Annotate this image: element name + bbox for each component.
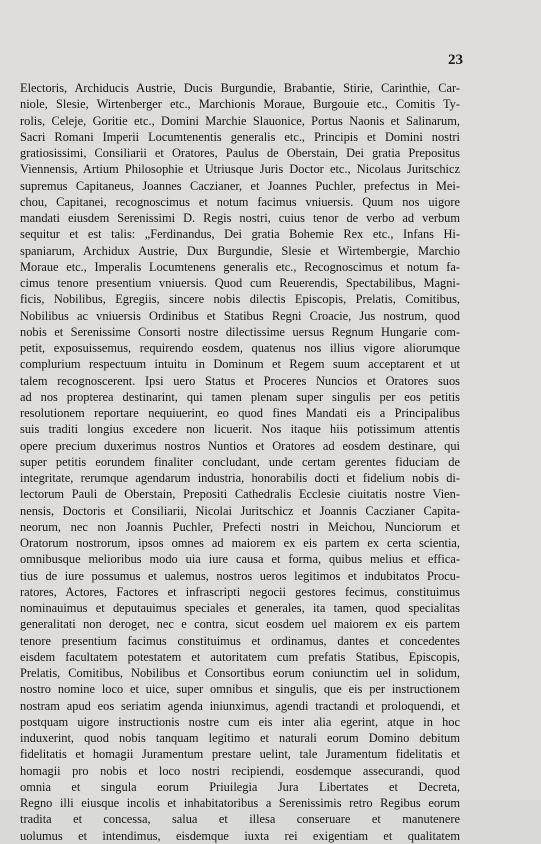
text-line: niole, Slesie, Wirtenberger etc., Marchionis Moraue, Burgouie etc., Comitis Ty- (20, 97, 460, 112)
text-line: cimus tenore presentium vniuersis. Quod cum Reuerendis, Spectabilibus, Magni- (20, 276, 460, 290)
text-line: omnibusque melioribus modo uia iure causa et forma, quibus melius et effica- (20, 552, 460, 567)
text-line: suis traditi longius excedere non licuerit. Nos itaque hiis potissimum attentis (20, 422, 460, 437)
body-text (20, 80, 460, 844)
text-line: postquam uigore instructionis nostre cum eis inter alia egerint, atque in hoc (20, 714, 460, 729)
text-line: nominauimus et deputauimus speciales et generales, ita tamen, quod specialitas (20, 601, 460, 615)
text-line: nensis, Doctoris et Consiliarii, Nicolai Juritschicz et Joannis Caczianer Capita- (20, 503, 460, 518)
text-line: opere precium duxerimus nostros Nuntios et Oratores ad eosdem destinare, qui (20, 438, 460, 453)
text-line: mandati eiusdem Serenissimi D. Regis nostri, cuius tenor de verbo ad verbum (20, 211, 460, 225)
text-line: Nobilibus ac vniuersis Ordinibus et Statibus Regni Croacie, Jus nostrum, quod (20, 308, 460, 323)
text-line: eisdem facultatem potestatem et autoritatem cum prefatis Statibus, Episcopis, (20, 649, 460, 664)
text-line: Viennensis, Artium Philosophie et Utriusque Juris Doctor etc., Nicolaus Juritschicz (20, 162, 460, 177)
text-line: ratores, Actores, Factores et infrascripti negocii gestores fecimus, constituimus (20, 584, 460, 599)
text-line: neorum, nec non Joannis Puchler, Prefecti nostri in Meichou, Nunciorum et (20, 519, 460, 534)
text-line: chou, Capitanei, recognoscimus et notum facimus vniuersis. Quum nos uigore (20, 194, 460, 209)
text-line: super petitis eorundem finaliter concludant, unde certam gerentes fiduciam de (20, 454, 460, 469)
text-line: talem recognoscerent. Ipsi uero Status et Proceres Nuncios et Oratores suos (20, 373, 460, 388)
text-line: gratiosissimi, Consiliarii et Oratores, Paulus de Oberstain, Dei gratia Prepositus (20, 146, 460, 160)
text-line: rolis, Celeje, Goritie etc., Domini Marchie Slauonice, Portus Naonis et Salinarum, (20, 113, 460, 128)
text-line: spaniarum, Archidux Austrie, Dux Burgundie, Slesie et Wirtembergie, Marchio (20, 243, 460, 258)
text-line: integritate, rerumque agendarum industria, honorabilis docti et fidelium nobis di- (20, 471, 460, 485)
text-line: complurium respectuum intuitu in Dominum et Regem suum acceptarent et ut (20, 357, 460, 372)
text-line: induxerint, quod nobis tanquam legitimo et naturali eorum Domino debitum (20, 731, 460, 745)
text-line: petit, exposuissemus, requirendo eosdem, quatenus nos illius vigore aliorumque (20, 341, 460, 355)
text-line: nostram apud eos seriatim agenda iniunximus, agendi tractandi et proloquendi, et (20, 698, 460, 713)
text-line: nostro nomine loco et uice, super omnibus et singulis, que eis per instructionem (20, 682, 460, 697)
text-line: lectorum Pauli de Oberstain, Prepositi Cathedralis Ecclesie ciuitatis nostre Vien- (20, 487, 460, 502)
text-line: Regno illi eiusque incolis et inhabitatoribus a Serenissimis retro Regibus eorum (20, 796, 460, 810)
text-line: generalitati non deroget, nec e contra, sicut eosdem uel maiorem ex eis partem (20, 617, 460, 632)
text-line: Moraue etc., Imperalis Locumtenens generalis etc., Recognoscimus et notum fa- (20, 259, 460, 274)
text-line: Sacri Romani Imperii Locumtenentis generalis etc., Principis et Domini nostri (20, 129, 460, 144)
text-line: nobis et Serenissime Consorti nostre dilectissime uersus Regnum Hungarie com- (20, 324, 460, 339)
text-line: resolutionem reportare nequiuerint, eo quod fines Mandati eis a Principalibus (20, 406, 460, 420)
text-line: homagii pro nobis et loco nostri recipiendi, eosdemque assecurandi, quod (20, 763, 460, 778)
text-line: uolumus et intendimus, eisdemque iuxta rei exigentiam et qualitatem (20, 828, 460, 843)
text-line: tius de iure possumus et ualemus, nostros ueros legitimos et indubitatos Procu- (20, 568, 460, 583)
page-number: 23 (448, 52, 463, 68)
text-line: Electoris, Archiducis Austrie, Ducis Burgundie, Brabantie, Stirie, Carinthie, Car- (20, 81, 460, 95)
text-line: supremus Capitaneus, Joannes Caczianer, et Joannes Puchler, prefectus in Mei- (20, 178, 460, 193)
text-line: Oratorum nostrorum, ipsos omnes ad maiorem ex eis partem ex certa scientia, (20, 536, 460, 550)
text-line: Prelatis, Comitibus, Nobilibus et Consortibus eorum coniunctim uel in solidum, (20, 666, 460, 680)
text-line: fidelitatis et homagii Juramentum prestare uelint, tale Juramentum fidelitatis et (20, 747, 460, 762)
text-line: omnia et singula eorum Priuilegia Jura Libertates et Decreta, (20, 779, 460, 794)
text-line: tradita et concessa, salua et illesa conseruare et manutenere (20, 812, 460, 827)
text-line: ad nos propterea destinarint, qui tamen plenam super singulis per eos petitis (20, 389, 460, 404)
text-line: sequitur et est talis: „Ferdinandus, Dei gratia Bohemie Rex etc., Infans Hi- (20, 227, 460, 242)
text-line: tenore presentium facimus constituimus et ordinamus, dantes et concedentes (20, 633, 460, 648)
text-line: ficis, Nobilibus, Egregiis, sincere nobis dilectis Episcopis, Prelatis, Comitibus, (20, 292, 460, 307)
